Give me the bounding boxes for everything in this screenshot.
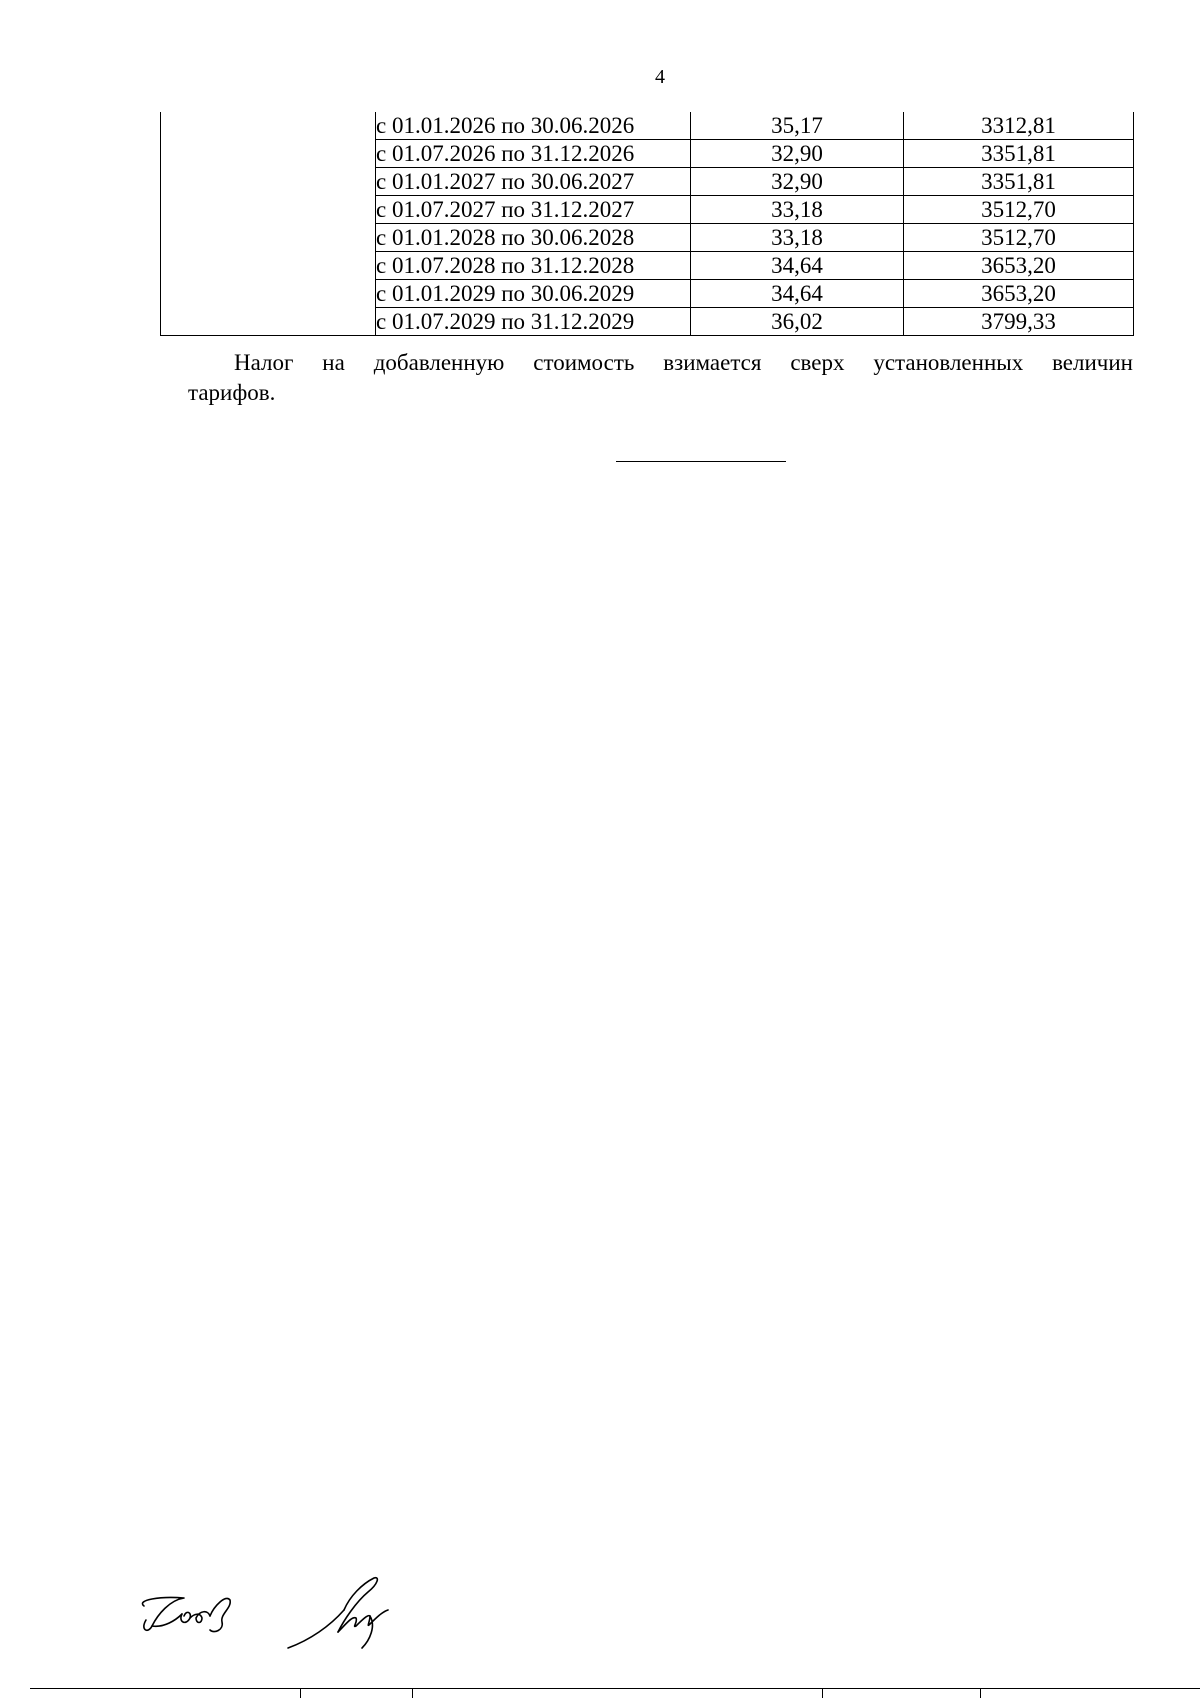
tariff-value-cell: 3799,33	[904, 308, 1134, 336]
signatures	[130, 1570, 450, 1660]
vat-note-line-2: тарифов.	[188, 380, 276, 405]
vat-note-line-1: Налог на добавленную стоимость взимается сверх установленных величин	[234, 350, 1133, 375]
signature-1	[142, 1597, 230, 1631]
tariff-value-cell: 33,18	[691, 224, 904, 252]
tariff-value-cell: 3351,81	[904, 168, 1134, 196]
period-cell: с 01.01.2026 по 30.06.2026	[376, 112, 691, 140]
table-row	[161, 112, 1134, 140]
tariff-value-cell: 33,18	[691, 196, 904, 224]
footer-tick	[300, 1688, 301, 1698]
footer-tick	[412, 1688, 413, 1698]
end-of-text-rule	[616, 461, 786, 462]
footer-tick	[980, 1688, 981, 1698]
period-cell: с 01.07.2028 по 31.12.2028	[376, 252, 691, 280]
period-cell: с 01.07.2027 по 31.12.2027	[376, 196, 691, 224]
signature-2	[288, 1578, 388, 1648]
tariff-value-cell: 34,64	[691, 280, 904, 308]
page-number: 4	[655, 66, 665, 88]
period-cell: с 01.07.2029 по 31.12.2029	[376, 308, 691, 336]
footer-rule	[30, 1688, 1200, 1689]
period-cell: с 01.01.2028 по 30.06.2028	[376, 224, 691, 252]
tariff-value-cell: 34,64	[691, 252, 904, 280]
tariff-table-container	[160, 112, 1133, 336]
vat-note	[188, 348, 1133, 408]
footer-tick	[822, 1688, 823, 1698]
tariff-value-cell: 35,17	[691, 112, 904, 140]
tariff-value-cell: 32,90	[691, 168, 904, 196]
tariff-value-cell: 3653,20	[904, 252, 1134, 280]
organization-cell	[161, 112, 376, 336]
tariff-value-cell: 32,90	[691, 140, 904, 168]
tariff-value-cell: 36,02	[691, 308, 904, 336]
period-cell: с 01.01.2027 по 30.06.2027	[376, 168, 691, 196]
tariff-value-cell: 3312,81	[904, 112, 1134, 140]
tariff-value-cell: 3512,70	[904, 224, 1134, 252]
tariff-table	[160, 112, 1134, 336]
tariff-value-cell: 3512,70	[904, 196, 1134, 224]
tariff-value-cell: 3653,20	[904, 280, 1134, 308]
period-cell: с 01.01.2029 по 30.06.2029	[376, 280, 691, 308]
tariff-value-cell: 3351,81	[904, 140, 1134, 168]
period-cell: с 01.07.2026 по 31.12.2026	[376, 140, 691, 168]
